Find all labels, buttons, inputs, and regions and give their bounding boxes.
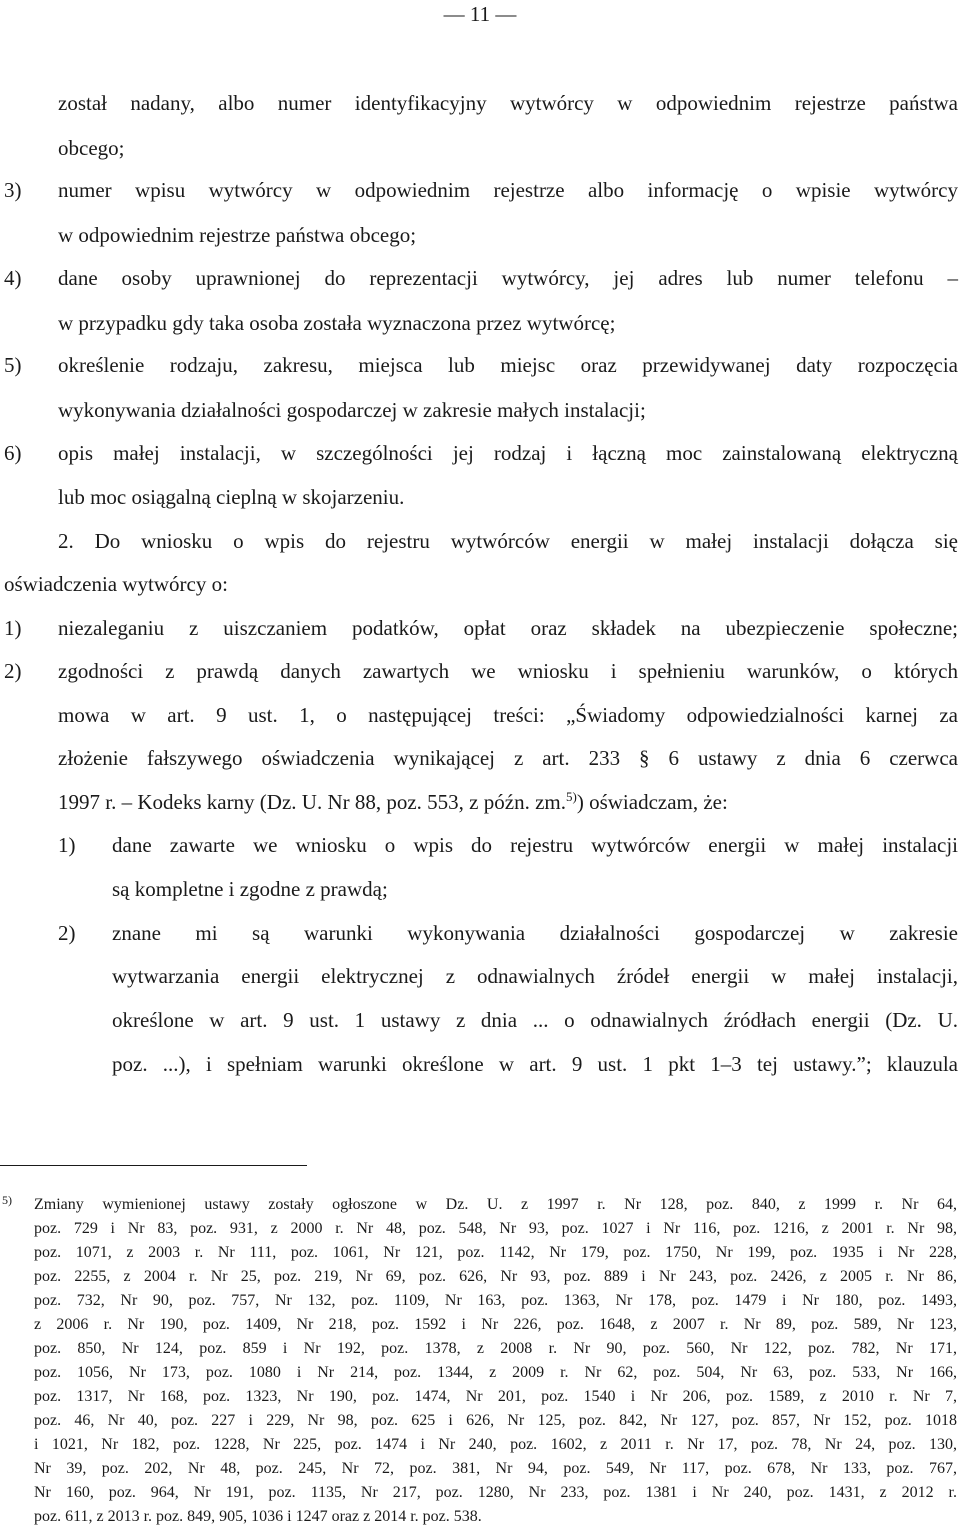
paragraph-text: ) oświadczam, że: (576, 790, 728, 814)
paragraph-line: lub moc osiągalną cieplną w skojarzeniu. (58, 485, 405, 509)
item-number: 5) (4, 353, 22, 377)
section-paragraph-line: 2. Do wniosku o wpis do rejestru wytwórców energii w małej instalacji dołącza się (58, 529, 958, 553)
paragraph-line: został nadany, albo numer identyfikacyjny wytwórcy w odpowiednim rejestrze państwa (58, 91, 958, 115)
item-number: 6) (4, 441, 22, 465)
footnote-line: i 1021, Nr 182, poz. 1228, Nr 225, poz. 1474 i Nr 240, poz. 1602, z 2011 r. Nr 17, poz. 78, Nr 24, poz. 130, (34, 1436, 957, 1453)
paragraph-line: dane osoby uprawnionej do reprezentacji wytwórcy, jej adres lub numer telefonu – (58, 266, 958, 290)
footnote-line: poz. 850, Nr 124, poz. 859 i Nr 192, poz. 1378, z 2008 r. Nr 90, poz. 560, Nr 122, poz. 782, Nr 171, (34, 1340, 957, 1357)
paragraph-line: zgodności z prawdą danych zawartych we wniosku i spełnieniu warunków, o których (58, 659, 958, 683)
item-number: 3) (4, 178, 22, 202)
section-paragraph-line: oświadczenia wytwórcy o: (4, 572, 228, 596)
footnote-line: Nr 160, poz. 964, Nr 191, poz. 1135, Nr 217, poz. 1280, Nr 233, poz. 1381 i Nr 240, poz. 1431, z 2012 r. (34, 1484, 957, 1501)
item-number: 2) (4, 659, 22, 683)
item-number: 4) (4, 266, 22, 290)
sub-item-number: 2) (58, 921, 76, 945)
footnote-line: Nr 39, poz. 202, Nr 48, poz. 245, Nr 72, poz. 381, Nr 94, poz. 549, Nr 117, poz. 678, Nr 133, poz. 767, (34, 1460, 957, 1477)
paragraph-line: numer wpisu wytwórcy w odpowiednim rejestrze albo informację o wpisie wytwórcy (58, 178, 958, 202)
footnote-line: poz. 1056, Nr 173, poz. 1080 i Nr 214, poz. 1344, z 2009 r. Nr 62, poz. 504, Nr 63, poz. 533, Nr 166, (34, 1364, 957, 1381)
footnote-line: poz. 1317, Nr 168, poz. 1323, Nr 190, poz. 1474, Nr 201, poz. 1540 i Nr 206, poz. 1589, z 2010 r. Nr 7, (34, 1388, 957, 1405)
paragraph-line: dane zawarte we wniosku o wpis do rejestru wytwórców energii w małej instalacji (112, 833, 958, 857)
footnote-line: Zmiany wymienionej ustawy zostały ogłoszone w Dz. U. z 1997 r. Nr 128, poz. 840, z 1999 r. Nr 64, (34, 1196, 957, 1213)
paragraph-text: 1997 r. – Kodeks karny (Dz. U. Nr 88, poz. 553, z późn. zm. (58, 790, 566, 814)
item-number: 1) (4, 616, 22, 640)
paragraph-line: w odpowiednim rejestrze państwa obcego; (58, 223, 417, 247)
footnote-line: poz. 611, z 2013 r. poz. 849, 905, 1036 i 1247 oraz z 2014 r. poz. 538. (34, 1508, 482, 1525)
paragraph-line: niezaleganiu z uiszczaniem podatków, opłat oraz składek na ubezpieczenie społeczne; (58, 616, 958, 640)
paragraph-line (58, 789, 728, 815)
paragraph-line: wykonywania działalności gospodarczej w zakresie małych instalacji; (58, 398, 646, 422)
paragraph-line: poz. ...), i spełniam warunki określone w art. 9 ust. 1 pkt 1–3 tej ustawy.”; klauzula (112, 1052, 958, 1076)
footnote-line: poz. 46, Nr 40, poz. 227 i 229, Nr 98, poz. 625 i 626, Nr 125, poz. 842, Nr 127, poz. 857, Nr 152, poz. 1018 (34, 1412, 957, 1429)
footnote-line: poz. 1071, z 2003 r. Nr 111, poz. 1061, Nr 121, poz. 1142, Nr 179, poz. 1750, Nr 199, poz. 1935 i Nr 228, (34, 1244, 957, 1261)
paragraph-line: opis małej instalacji, w szczególności jej rodzaj i łączną moc zainstalowaną elektryczną (58, 441, 958, 465)
page-number: — 11 — (443, 2, 517, 26)
paragraph-line: wytwarzania energii elektrycznej z odnawialnych źródeł energii w małej instalacji, (112, 964, 958, 988)
footnote-line: poz. 729 i Nr 83, poz. 931, z 2000 r. Nr 48, poz. 548, Nr 93, poz. 1027 i Nr 116, poz. 1216, z 2001 r. Nr 98, (34, 1220, 957, 1237)
footnote-marker: 5) (2, 1193, 12, 1207)
footnote-reference: 5) (565, 789, 577, 804)
paragraph-line: złożenie fałszywego oświadczenia wynikającej z art. 233 § 6 ustawy z dnia 6 czerwca (58, 746, 958, 770)
paragraph-line: znane mi są warunki wykonywania działalności gospodarczej w zakresie (112, 921, 958, 945)
paragraph-line: mowa w art. 9 ust. 1, o następującej treści: „Świadomy odpowiedzialności karnej za (58, 703, 958, 727)
paragraph-line: obcego; (58, 136, 125, 160)
footnote-line: poz. 732, Nr 90, poz. 757, Nr 132, poz. 1109, Nr 163, poz. 1363, Nr 178, poz. 1479 i Nr 180, poz. 1493, (34, 1292, 957, 1309)
paragraph-line: w przypadku gdy taka osoba została wyznaczona przez wytwórcę; (58, 311, 616, 335)
paragraph-line: określone w art. 9 ust. 1 ustawy z dnia ... o odnawialnych źródłach energii (Dz. U. (112, 1008, 958, 1032)
sub-item-number: 1) (58, 833, 76, 857)
paragraph-line: określenie rodzaju, zakresu, miejsca lub miejsc oraz przewidywanej daty rozpoczęcia (58, 353, 958, 377)
footnote-line: z 2006 r. Nr 190, poz. 1409, Nr 218, poz. 1592 i Nr 226, poz. 1648, z 2007 r. Nr 89, poz. 589, Nr 123, (34, 1316, 957, 1333)
footnote-separator (0, 1165, 307, 1166)
paragraph-line: są kompletne i zgodne z prawdą; (112, 877, 388, 901)
footnote-line: poz. 2255, z 2004 r. Nr 25, poz. 219, Nr 69, poz. 626, Nr 93, poz. 889 i Nr 243, poz. 2426, z 2005 r. Nr 86, (34, 1268, 957, 1285)
